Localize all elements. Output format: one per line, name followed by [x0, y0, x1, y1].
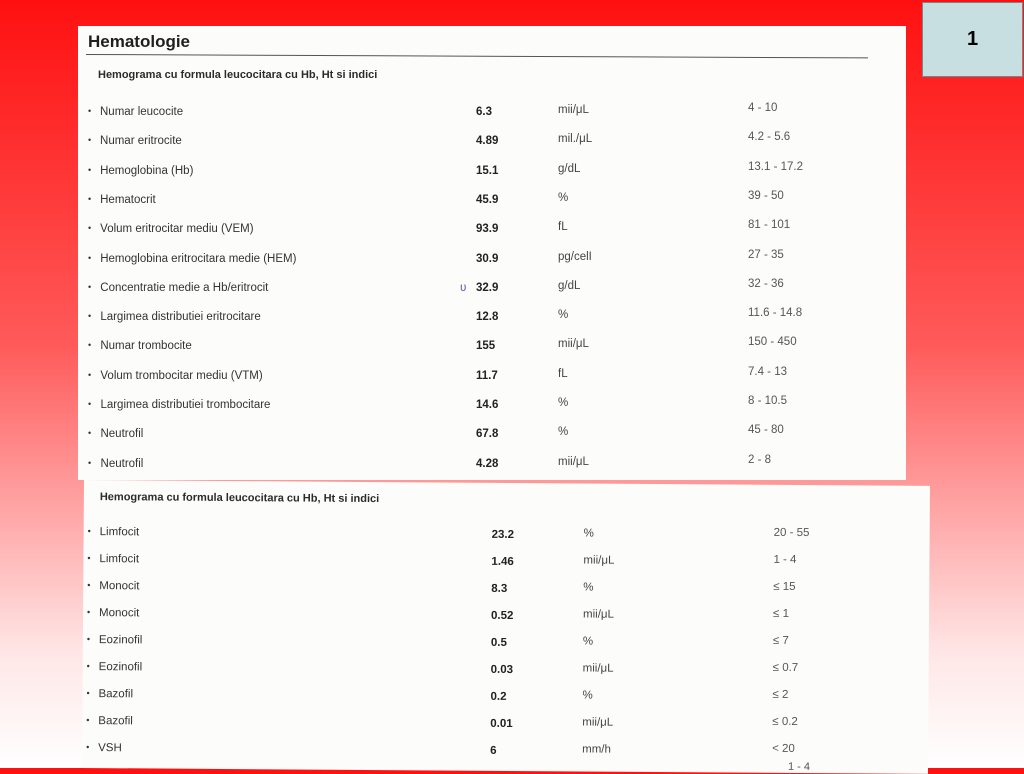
test-unit: mii/μL	[558, 338, 589, 351]
reference-range: 20 - 55	[773, 526, 810, 540]
test-unit: mii/μL	[582, 662, 614, 675]
reference-range: 45 - 80	[748, 424, 784, 437]
test-name: Neutrofil	[100, 457, 144, 470]
test-value: 6.3	[476, 106, 492, 118]
test-name: Monocit	[99, 607, 140, 620]
test-value: 0.03	[490, 663, 514, 676]
test-value: 4.28	[476, 457, 499, 470]
bullet-icon: •	[88, 399, 92, 409]
title-divider	[86, 54, 868, 58]
table-row	[82, 715, 928, 741]
test-value: 8.3	[491, 582, 508, 595]
test-name: Eozinofil	[98, 634, 143, 647]
table-row	[78, 277, 906, 302]
test-name: Numar trombocite	[100, 340, 192, 353]
test-unit: %	[582, 689, 593, 702]
reference-range: 27 - 35	[748, 248, 784, 261]
table-row	[78, 365, 906, 390]
bullet-icon: •	[88, 340, 92, 351]
test-unit: %	[558, 309, 569, 322]
test-value: 67.8	[476, 428, 499, 441]
reference-range: 4 - 10	[748, 102, 778, 114]
reference-range: 81 - 101	[748, 219, 791, 232]
bullet-icon: •	[87, 526, 91, 537]
test-value: 45.9	[476, 193, 499, 206]
bullet-icon: •	[88, 311, 92, 322]
section-title: Hematologie	[88, 32, 191, 51]
test-unit: mii/μL	[582, 716, 614, 729]
test-value: 0.01	[490, 717, 513, 730]
handwritten-check-mark: ʋ	[460, 280, 467, 294]
table-row	[78, 131, 906, 155]
test-unit: %	[583, 581, 594, 594]
test-unit: mii/μL	[558, 104, 589, 116]
test-name: Numar eritrocite	[100, 135, 182, 148]
test-name: Bazofil	[98, 715, 133, 728]
bullet-icon: •	[87, 553, 91, 564]
test-unit: g/dL	[558, 279, 581, 292]
reference-range: 11.6 - 14.8	[748, 307, 803, 320]
test-unit: %	[583, 527, 594, 540]
section-subheading: Hemograma cu formula leucocitara cu Hb, Ht si indici	[98, 69, 378, 81]
reference-range: 150 - 450	[748, 336, 797, 349]
reference-range: 7.4 - 13	[748, 365, 787, 378]
test-value: 93.9	[476, 223, 499, 236]
test-name: Eozinofil	[98, 661, 143, 674]
reference-range: 4.2 - 5.6	[748, 131, 791, 144]
reference-range: ≤ 0.7	[772, 661, 799, 674]
reference-range: 13.1 - 17.2	[748, 160, 803, 173]
test-value: 0.2	[490, 690, 507, 703]
table-row	[78, 424, 906, 448]
test-name: VSH	[98, 742, 122, 755]
table-row	[78, 219, 906, 243]
test-value: 23.2	[491, 528, 515, 542]
bullet-icon: •	[88, 193, 92, 204]
table-row	[78, 102, 906, 126]
test-name: Limfocit	[99, 553, 140, 566]
bullet-icon: •	[86, 742, 90, 753]
test-name: Numar leucocite	[100, 106, 184, 118]
bullet-icon: •	[88, 252, 92, 263]
table-row	[78, 307, 906, 331]
test-unit: g/dL	[558, 162, 581, 175]
reference-range: ≤ 7	[772, 634, 789, 647]
test-name: Largimea distributiei trombocitare	[100, 399, 271, 411]
table-row	[78, 395, 906, 419]
table-row	[83, 661, 929, 687]
bullet-icon: •	[87, 607, 91, 618]
test-unit: %	[558, 426, 569, 439]
bullet-icon: •	[88, 223, 92, 234]
bullet-icon: •	[88, 281, 92, 292]
reference-range: ≤ 1	[773, 607, 790, 620]
bullet-icon: •	[88, 135, 92, 146]
test-unit: mii/μL	[583, 608, 615, 621]
test-value: 6	[490, 744, 497, 757]
reference-range: 1 - 4	[773, 553, 797, 566]
bullet-icon: •	[87, 580, 91, 591]
test-unit: pg/celI	[558, 250, 592, 263]
bullet-icon: •	[88, 369, 92, 380]
test-name: Largimea distributiei eritrocitare	[100, 311, 261, 324]
test-unit: %	[582, 635, 594, 648]
table-row	[78, 453, 906, 478]
test-value: 155	[476, 340, 496, 353]
test-value: 4.89	[476, 135, 499, 148]
lab-report-scan-top	[78, 26, 906, 480]
test-name: Limfocit	[99, 526, 140, 539]
test-unit: mii/μL	[583, 554, 615, 567]
test-name: Hemoglobina (Hb)	[100, 164, 194, 177]
test-name: Concentratie medie a Hb/eritrocit	[100, 281, 269, 294]
test-value: 11.7	[476, 369, 498, 382]
test-name: Volum trombocitar mediu (VTM)	[100, 369, 263, 382]
test-unit: mm/h	[582, 743, 611, 756]
section-subheading: Hemograma cu formula leucocitara cu Hb, Ht si indici	[99, 491, 380, 506]
table-row	[84, 526, 930, 552]
test-unit: mil./μL	[558, 133, 593, 146]
test-name: Bazofil	[98, 688, 134, 701]
table-row	[83, 553, 929, 579]
reference-range: ≤ 15	[773, 580, 796, 593]
test-value: 0.52	[491, 609, 514, 623]
test-name: Volum eritrocitar mediu (VEM)	[100, 223, 254, 236]
bullet-icon: •	[86, 634, 91, 645]
test-value: 32.9	[476, 281, 499, 294]
reference-range: ≤ 2	[772, 688, 789, 701]
table-row	[78, 248, 906, 273]
test-unit: %	[558, 191, 569, 204]
test-name: Hemoglobina eritrocitara medie (HEM)	[100, 252, 297, 265]
bullet-icon: •	[86, 688, 90, 699]
table-row	[83, 634, 929, 660]
lab-report-scan-bottom	[82, 480, 930, 774]
bullet-icon: •	[86, 715, 90, 726]
test-unit: fL	[558, 367, 568, 380]
table-row	[82, 688, 928, 714]
bullet-icon: •	[88, 457, 92, 468]
test-value: 15.1	[476, 164, 499, 177]
table-row	[78, 160, 906, 185]
test-value: 1.46	[491, 555, 514, 569]
test-value: 30.9	[476, 252, 499, 265]
table-row	[83, 607, 929, 633]
test-value: 14.6	[476, 399, 499, 411]
reference-range: ≤ 0.2	[772, 715, 798, 728]
partial-range-text: 1 - 4	[787, 760, 811, 774]
test-value: 12.8	[476, 311, 499, 324]
test-name: Hematocrit	[100, 193, 156, 206]
test-unit: fL	[558, 221, 568, 234]
bullet-icon: •	[88, 164, 92, 175]
test-value: 0.5	[490, 636, 507, 649]
table-row	[78, 336, 906, 360]
test-name: Neutrofil	[100, 428, 144, 441]
test-unit: mii/μL	[558, 455, 589, 468]
reference-range: 2 - 8	[748, 453, 772, 466]
page-number-badge: 1	[922, 2, 1023, 77]
table-row	[78, 189, 906, 214]
table-row	[83, 580, 929, 606]
bullet-icon: •	[88, 106, 92, 116]
bullet-icon: •	[86, 661, 90, 672]
reference-range: 8 - 10.5	[748, 395, 787, 407]
reference-range: < 20	[772, 742, 795, 755]
reference-range: 32 - 36	[748, 277, 784, 290]
reference-range: 39 - 50	[748, 189, 784, 202]
bullet-icon: •	[88, 428, 92, 439]
test-name: Monocit	[99, 580, 140, 593]
test-unit: %	[558, 397, 569, 409]
